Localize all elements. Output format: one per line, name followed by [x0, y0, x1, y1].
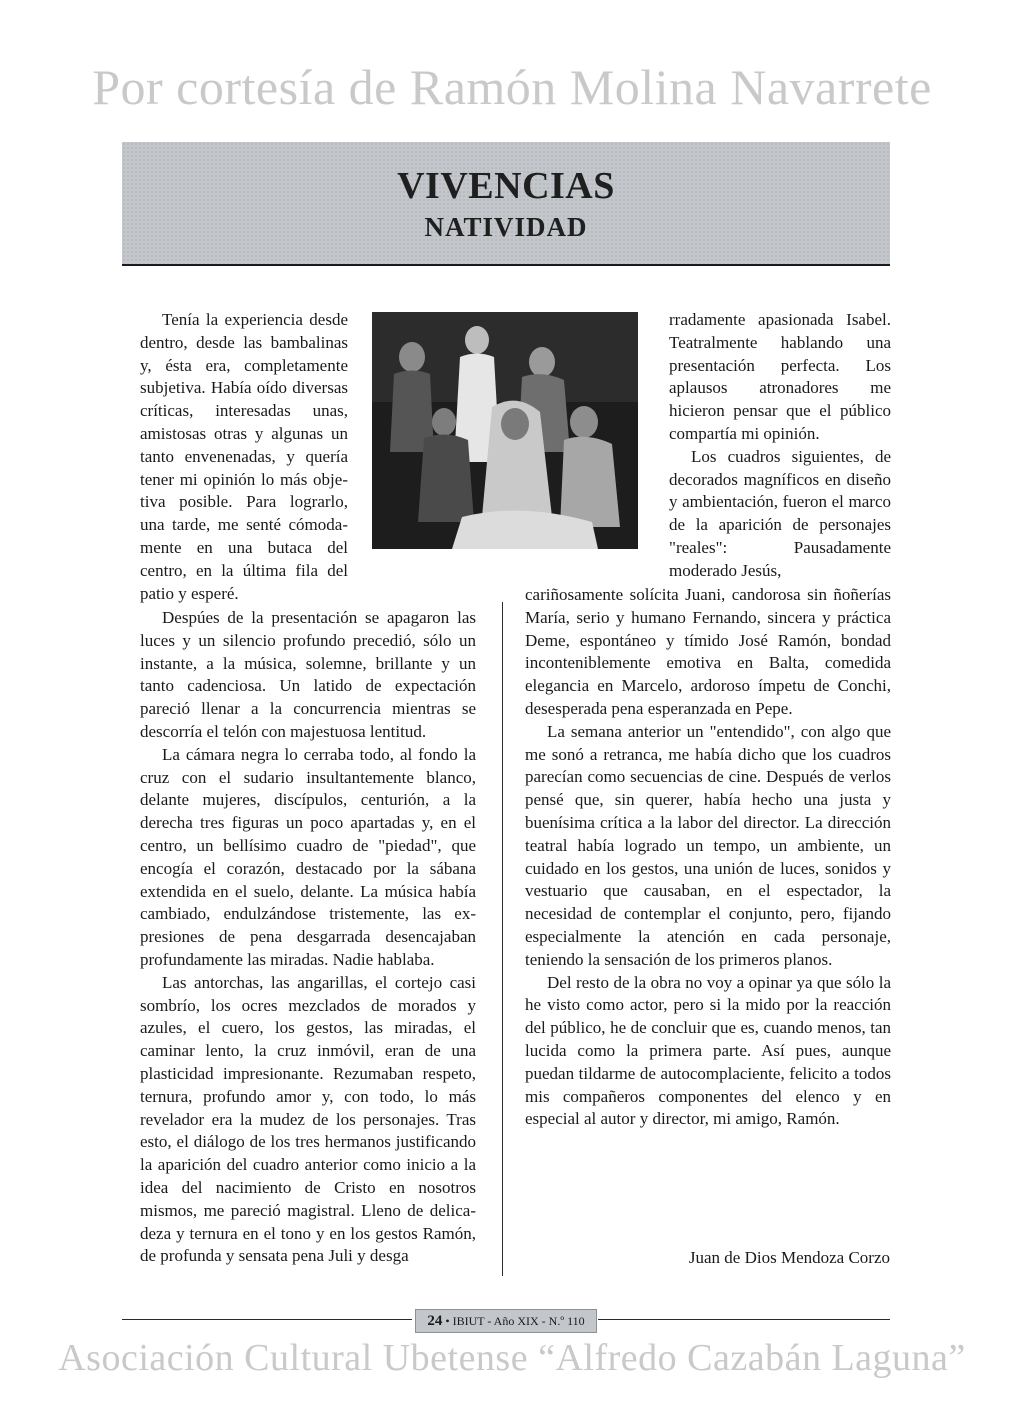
paragraph: rradamente apasionada Isabel. Teatralmente hablando una presentación perfecta. Los aplausos atronadores me hicieron pensar que el público compartía mi opinión. [669, 310, 891, 443]
page-title: VIVENCIAS [397, 165, 615, 207]
publication-info: • IBIUT - Año XIX - N.º 110 [445, 1314, 585, 1328]
header-band [122, 142, 890, 266]
paragraph: Los cuadros siguientes, de decorados magníficos en diseño y ambientación, fueron el marco de la aparición de personajes "reales": Pausadamente moderado Jesús, [669, 446, 891, 580]
watermark-top: Por cortesía de Ramón Molina Navarrete [92, 59, 932, 115]
paragraph: Despúes de la presentación se apagaron las luces y un silencio profundo precedió, sólo un instante, a la música, solemne, brillante y un tanto cadenciosa. Un latido de expectación pareció llenar a la concurrencia mientras se descorría el telón con majestuosa lentitud. [140, 608, 476, 741]
paragraph: La semana anterior un "entendido", con algo que me sonó a retranca, me había dicho que los cuadros parecían como secuencias de cine. Después de verlos pensé que, sin querer, había hecho una justa y buenísima crítica a la labor del director. La dirección teatral había logrado un tempo, un ambiente, un cuidado en los gestos, una unión de luces, sonidos y vestuario que causaban, en el espectador, la necesidad de contemplar el conjunto, pero, fijando especialmente la atención en cada personaje, teniendo la sensación de los primeros planos. [525, 721, 891, 969]
footer-rule-right [598, 1319, 890, 1320]
paragraph: cariñosamente solícita Juani, candorosa sin ñoñerías María, serio y humano Fernando, sincera y práctica Deme, espontáneo y tímido José Ramón, bondad inconteniblemente emotiva en Balta, comedida elegancia en Marcelo, ardoroso ímpetu de Conchi, desesperada pena esperanzada en Pepe. [525, 585, 891, 718]
footer-page-box [415, 1309, 597, 1333]
article-column-right-top [669, 309, 891, 583]
page-number: 24 [427, 1313, 443, 1329]
paragraph: La cámara negra lo cerraba todo, al fondo la cruz con el sudario insultantemente blanco, delante mujeres, discípulos, centurión, a la derecha tres figuras un poco apartadas y, en el centro, un bellísimo cuadro de "piedad", que encogía el corazón, destacado por la sábana extendida en el suelo, delante. La música había cambiado, endulzándose tristemente, las expresiones de pena desgarrada desencajaban profundamente las miradas. Nadie hablaba. [140, 744, 476, 969]
paragraph: Del resto de la obra no voy a opinar ya que sólo la he visto como actor, pero si la mido por la reacción del público, he de concluir que es, cuando menos, tan lucida como la primera parte. Así pues, aunque puedan tildarme de autocomplaciente, felicito a todos mis compañeros componentes del elenco y en especial al autor y director, mi amigo, Ramón. [525, 972, 891, 1129]
article-column-right-bottom [525, 584, 891, 1131]
author-signature: Juan de Dios Mendoza Corzo [688, 1248, 890, 1267]
paragraph: Tenía la experiencia desde dentro, desde las bambalinas y, ésta era, completamente subjetiva. Había oído diversas críticas, interesadas unas, amistosas otras y algunas un tanto envenenadas, y quería tener mi opinión lo más objetiva posible. Para lograrlo, una tarde, me senté cómodamente en una butaca del centro, en la última fila del patio y esperé. [140, 310, 348, 603]
article-column-left-top [140, 309, 348, 605]
paragraph: Las antorchas, las angarillas, el cortejo casi sombrío, los ocres mezclados de morados y azules, el cuero, los gestos, las miradas, el caminar lento, la cruz inmóvil, eran de una plasticidad impresionante. Rezumaban respeto, ternura, profundo amor y, con todo, lo más revelador era la mudez de los personajes. Tras esto, el diálogo de los tres hermanos justificando la aparición del cuadro anterior como inicio a la idea del nacimiento de Cristo en nosotros mismos, me pareció magistral. Lleno de delicadeza y ternura en el tono y en los gestos Ramón, de profunda y sensata pena Juli y desga [140, 972, 476, 1266]
article-photo [372, 312, 638, 549]
watermark-bottom: Asociación Cultural Ubetense “Alfredo Cazabán Laguna” [58, 1337, 966, 1379]
article-column-left-bottom [140, 607, 476, 1268]
stage-photo-illustration [372, 312, 638, 549]
page-subtitle: NATIVIDAD [424, 212, 588, 242]
footer-rule-left [122, 1319, 412, 1320]
column-divider [502, 602, 503, 1276]
